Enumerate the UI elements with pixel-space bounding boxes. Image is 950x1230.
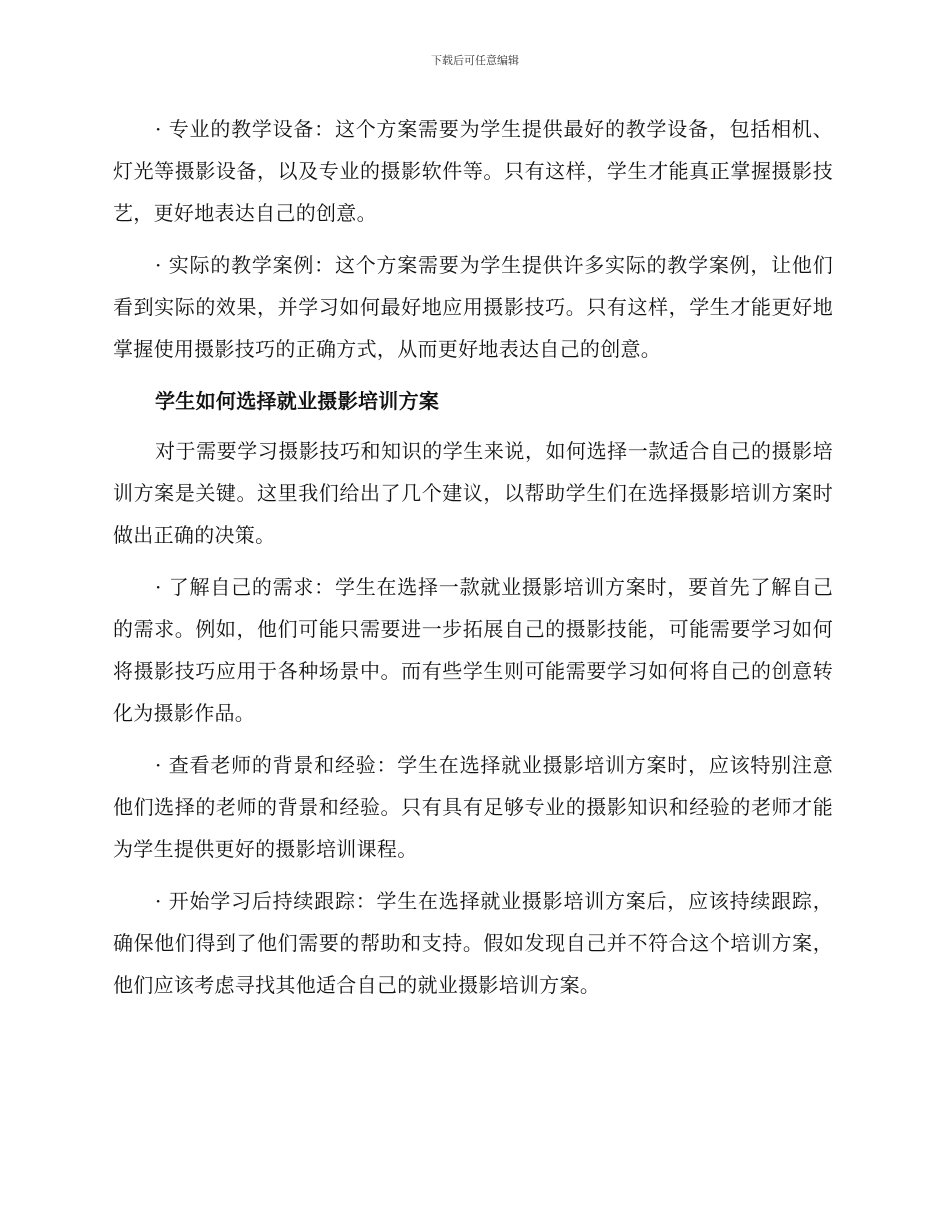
paragraph-teaching-equipment: · 专业的教学设备：这个方案需要为学生提供最好的教学设备，包括相机、灯光等摄影设备，以及专业的摄影软件等。只有这样，学生才能真正掌握摄影技艺，更好地表达自己的创意。 xyxy=(113,117,833,225)
paragraph-follow-up: · 开始学习后持续跟踪：学生在选择就业摄影培训方案后，应该持续跟踪，确保他们得到了他们需要的帮助和支持。假如发现自己并不符合这个培训方案，他们应该考虑寻找其他适合自己的就业摄影培训方案。 xyxy=(113,889,833,997)
paragraph-intro: 对于需要学习摄影技巧和知识的学生来说，如何选择一款适合自己的摄影培训方案是关键。这里我们给出了几个建议，以帮助学生们在选择摄影培训方案时做出正确的决策。 xyxy=(113,439,833,547)
section-heading: 学生如何选择就业摄影培训方案 xyxy=(155,389,440,413)
page-header: 下载后可任意编辑 xyxy=(431,54,519,67)
document-body xyxy=(113,108,833,1016)
paragraph-teacher-background: · 查看老师的背景和经验：学生在选择就业摄影培训方案时，应该特别注意他们选择的老师的背景和经验。只有具有足够专业的摄影知识和经验的老师才能为学生提供更好的摄影培训课程。 xyxy=(113,753,833,861)
paragraph-teaching-cases: · 实际的教学案例：这个方案需要为学生提供许多实际的教学案例，让他们看到实际的效果，并学习如何最好地应用摄影技巧。只有这样，学生才能更好地掌握使用摄影技巧的正确方式，从而更好地表达自己的创意。 xyxy=(113,253,833,361)
paragraph-understand-needs: · 了解自己的需求：学生在选择一款就业摄影培训方案时，要首先了解自己的需求。例如，他们可能只需要进一步拓展自己的摄影技能，可能需要学习如何将摄影技巧应用于各种场景中。而有些学生则可能需要学习如何将自己的创意转化为摄影作品。 xyxy=(113,575,833,725)
